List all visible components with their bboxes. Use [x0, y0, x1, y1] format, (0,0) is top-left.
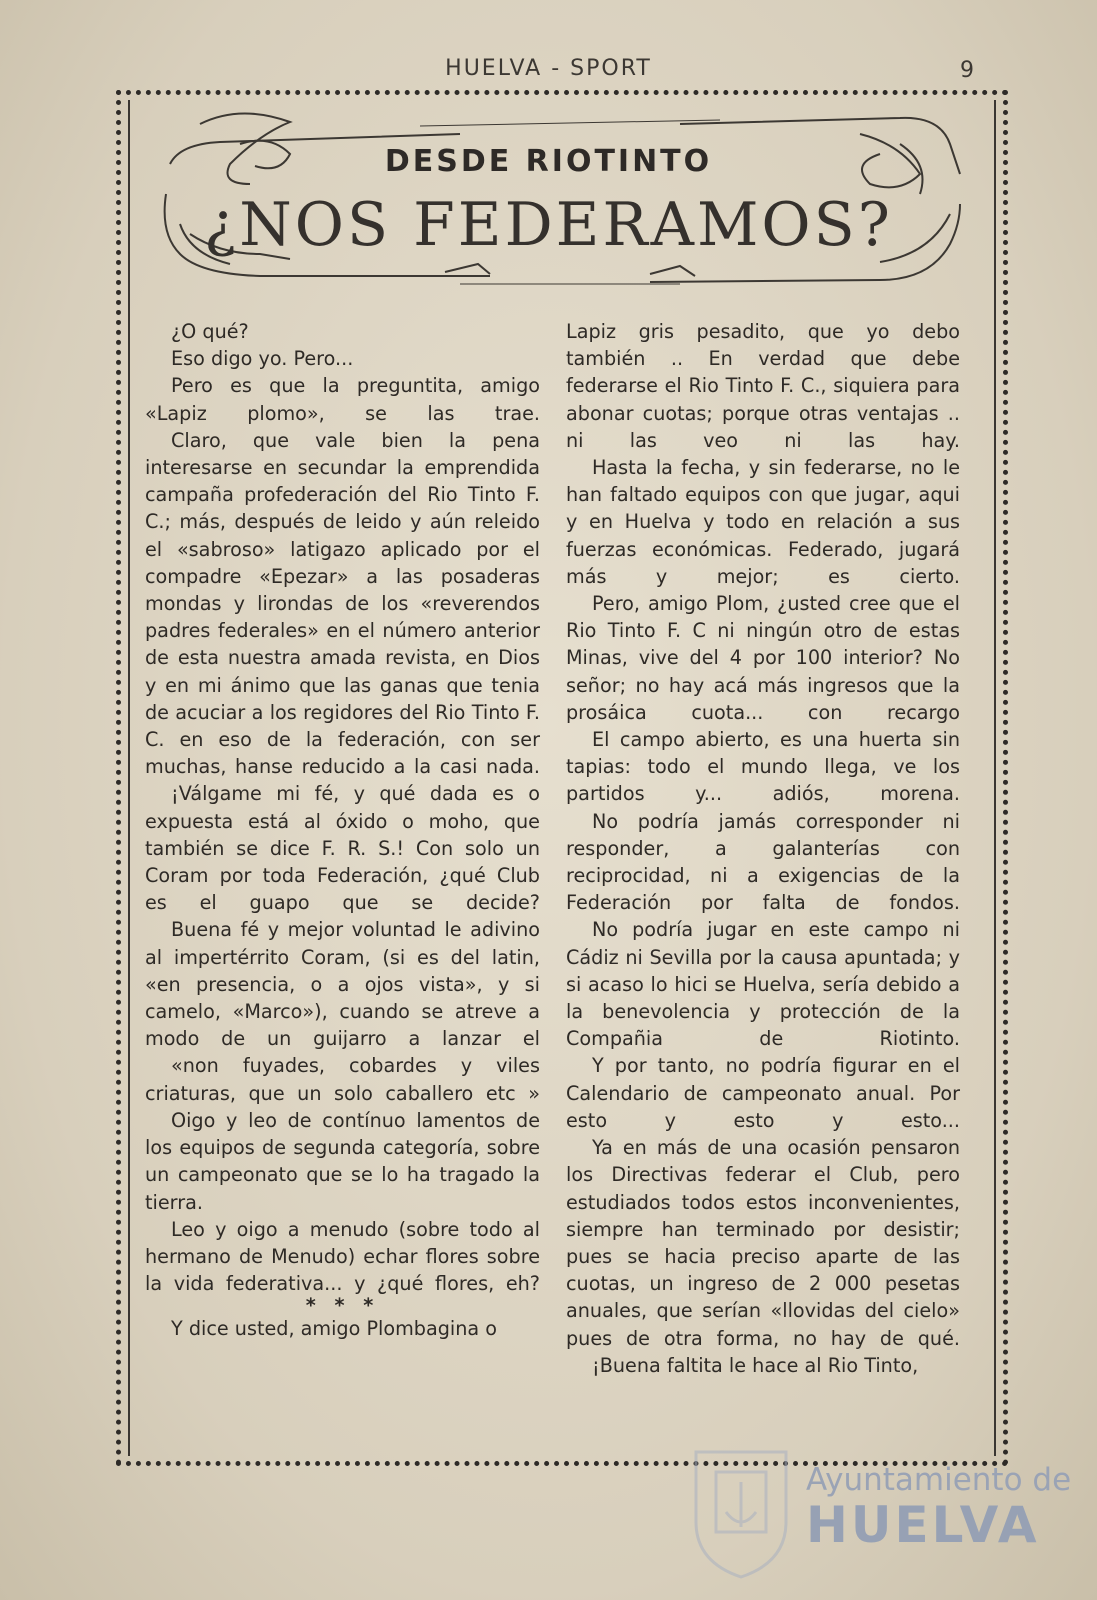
running-title: HUELVA - SPORT [445, 56, 652, 81]
paragraph: El campo abierto, es una huerta sin tapias: todo el mundo llega, ve los partidos y... adiós, morena. [566, 728, 960, 806]
paragraph: No podría jamás corresponder ni responder, a galanterías con reciprocidad, ni a exigencias de la Federación por falta de fondos. [566, 809, 960, 915]
paragraph: Y dice usted, amigo Plombagina o [171, 1317, 497, 1341]
paragraph: Pero, amigo Plom, ¿usted cree que el Rio Tinto F. C ni ningún otro de estas Minas, vive del 4 por 100 interior? No señor; no hay acá más ingresos que la prosáica cuota... con recargo [566, 592, 960, 724]
left-text-column [145, 318, 540, 1343]
paragraph: Leo y oigo a menudo (sobre todo al hermano de Menudo) echar flores sobre la vida federativa... y ¿qué flores, eh? [145, 1217, 540, 1296]
paragraph: Buena fé y mejor voluntad le adivino al impertérrito Coram, (si es del latin, «en presencia, o a ojos vista», y si camelo, «Marco»), cuando se atreve a modo de un guijarro a lanzar el [145, 918, 540, 1051]
paragraph: Hasta la fecha, y sin federarse, no le han faltado equipos con que jugar, aqui y en Huelva y todo en relación a sus fuerzas económicas. Federado, jugará más y mejor; es cierto. [566, 456, 960, 588]
paragraph: Ya en más de una ocasión pensaron los Directivas federar el Club, pero estudiados todos estos inconvenientes, siempre han terminado por desistir; pues se hacia preciso aparte de las cuotas, un ingreso de 2 000 pesetas anuales, que serían «llovidas del cielo» pues de otra forma, no hay de qué. [566, 1136, 960, 1350]
paragraph: ¡Buena faltita le hace al Rio Tinto, [592, 1353, 919, 1377]
watermark-line2: HUELVA [806, 1496, 1040, 1554]
page-number: 9 [960, 58, 974, 83]
article-headline: ¿NOS FEDERAMOS? [204, 190, 893, 260]
paragraph: No podría jugar en este campo ni Cádiz ni Sevilla por la causa apuntada; y si acaso lo hici se Huelva, sería debido a la benevolencia y protección de la Compañia de Riotinto. [566, 918, 960, 1051]
watermark-line1: Ayuntamiento de [806, 1462, 1072, 1498]
paragraph: ¡Válgame mi fé, y qué dada es o expuesta está al óxido o moho, que también se dice F. R. S.! Con solo un Coram por toda Federación, ¿qué Club es el guapo que se decide? [145, 782, 540, 915]
article-kicker: DESDE RIOTINTO [384, 144, 713, 179]
paragraph: Y por tanto, no podría figurar en el Calendario de campeonato anual. Por esto y esto y esto... [566, 1054, 960, 1132]
paragraph: Eso digo yo. Pero... [171, 347, 354, 371]
paragraph: Claro, que vale bien la pena interesarse en secundar la emprendida campaña profederación del Rio Tinto F. C.; más, después de leido y aún releido el «sabroso» latigazo aplicado por el compadre «Epezar» a las posaderas mondas y lirondas de los «reverendos padres federales» en el número anterior de esta nuestra amada revista, en Dios y en mi ánimo que las ganas que tenia de acuciar a los regidores del Rio Tinto F. C. en eso de la federación, con ser muchas, hanse reducido a la casi nada. [145, 428, 540, 779]
section-asterism: * * * [305, 1294, 380, 1318]
paragraph: Oigo y leo de contínuo lamentos de los equipos de segunda categoría, sobre un campeonato que se lo ha tragado la tierra. [145, 1108, 540, 1214]
paragraph: ¿O qué? [171, 320, 249, 343]
right-text-column [566, 318, 960, 1379]
paragraph: «non fuyades, cobardes y viles criaturas, que un solo caballero etc » [145, 1054, 540, 1105]
paragraph: Pero es que la preguntita, amigo «Lapiz plomo», se las trae. [145, 374, 540, 425]
paragraph: Lapiz gris pesadito, que yo debo también .. En verdad que debe federarse el Rio Tinto F. C., siquiera para abonar cuotas; porque otras ventajas .. ni las veo ni las hay. [566, 320, 960, 452]
